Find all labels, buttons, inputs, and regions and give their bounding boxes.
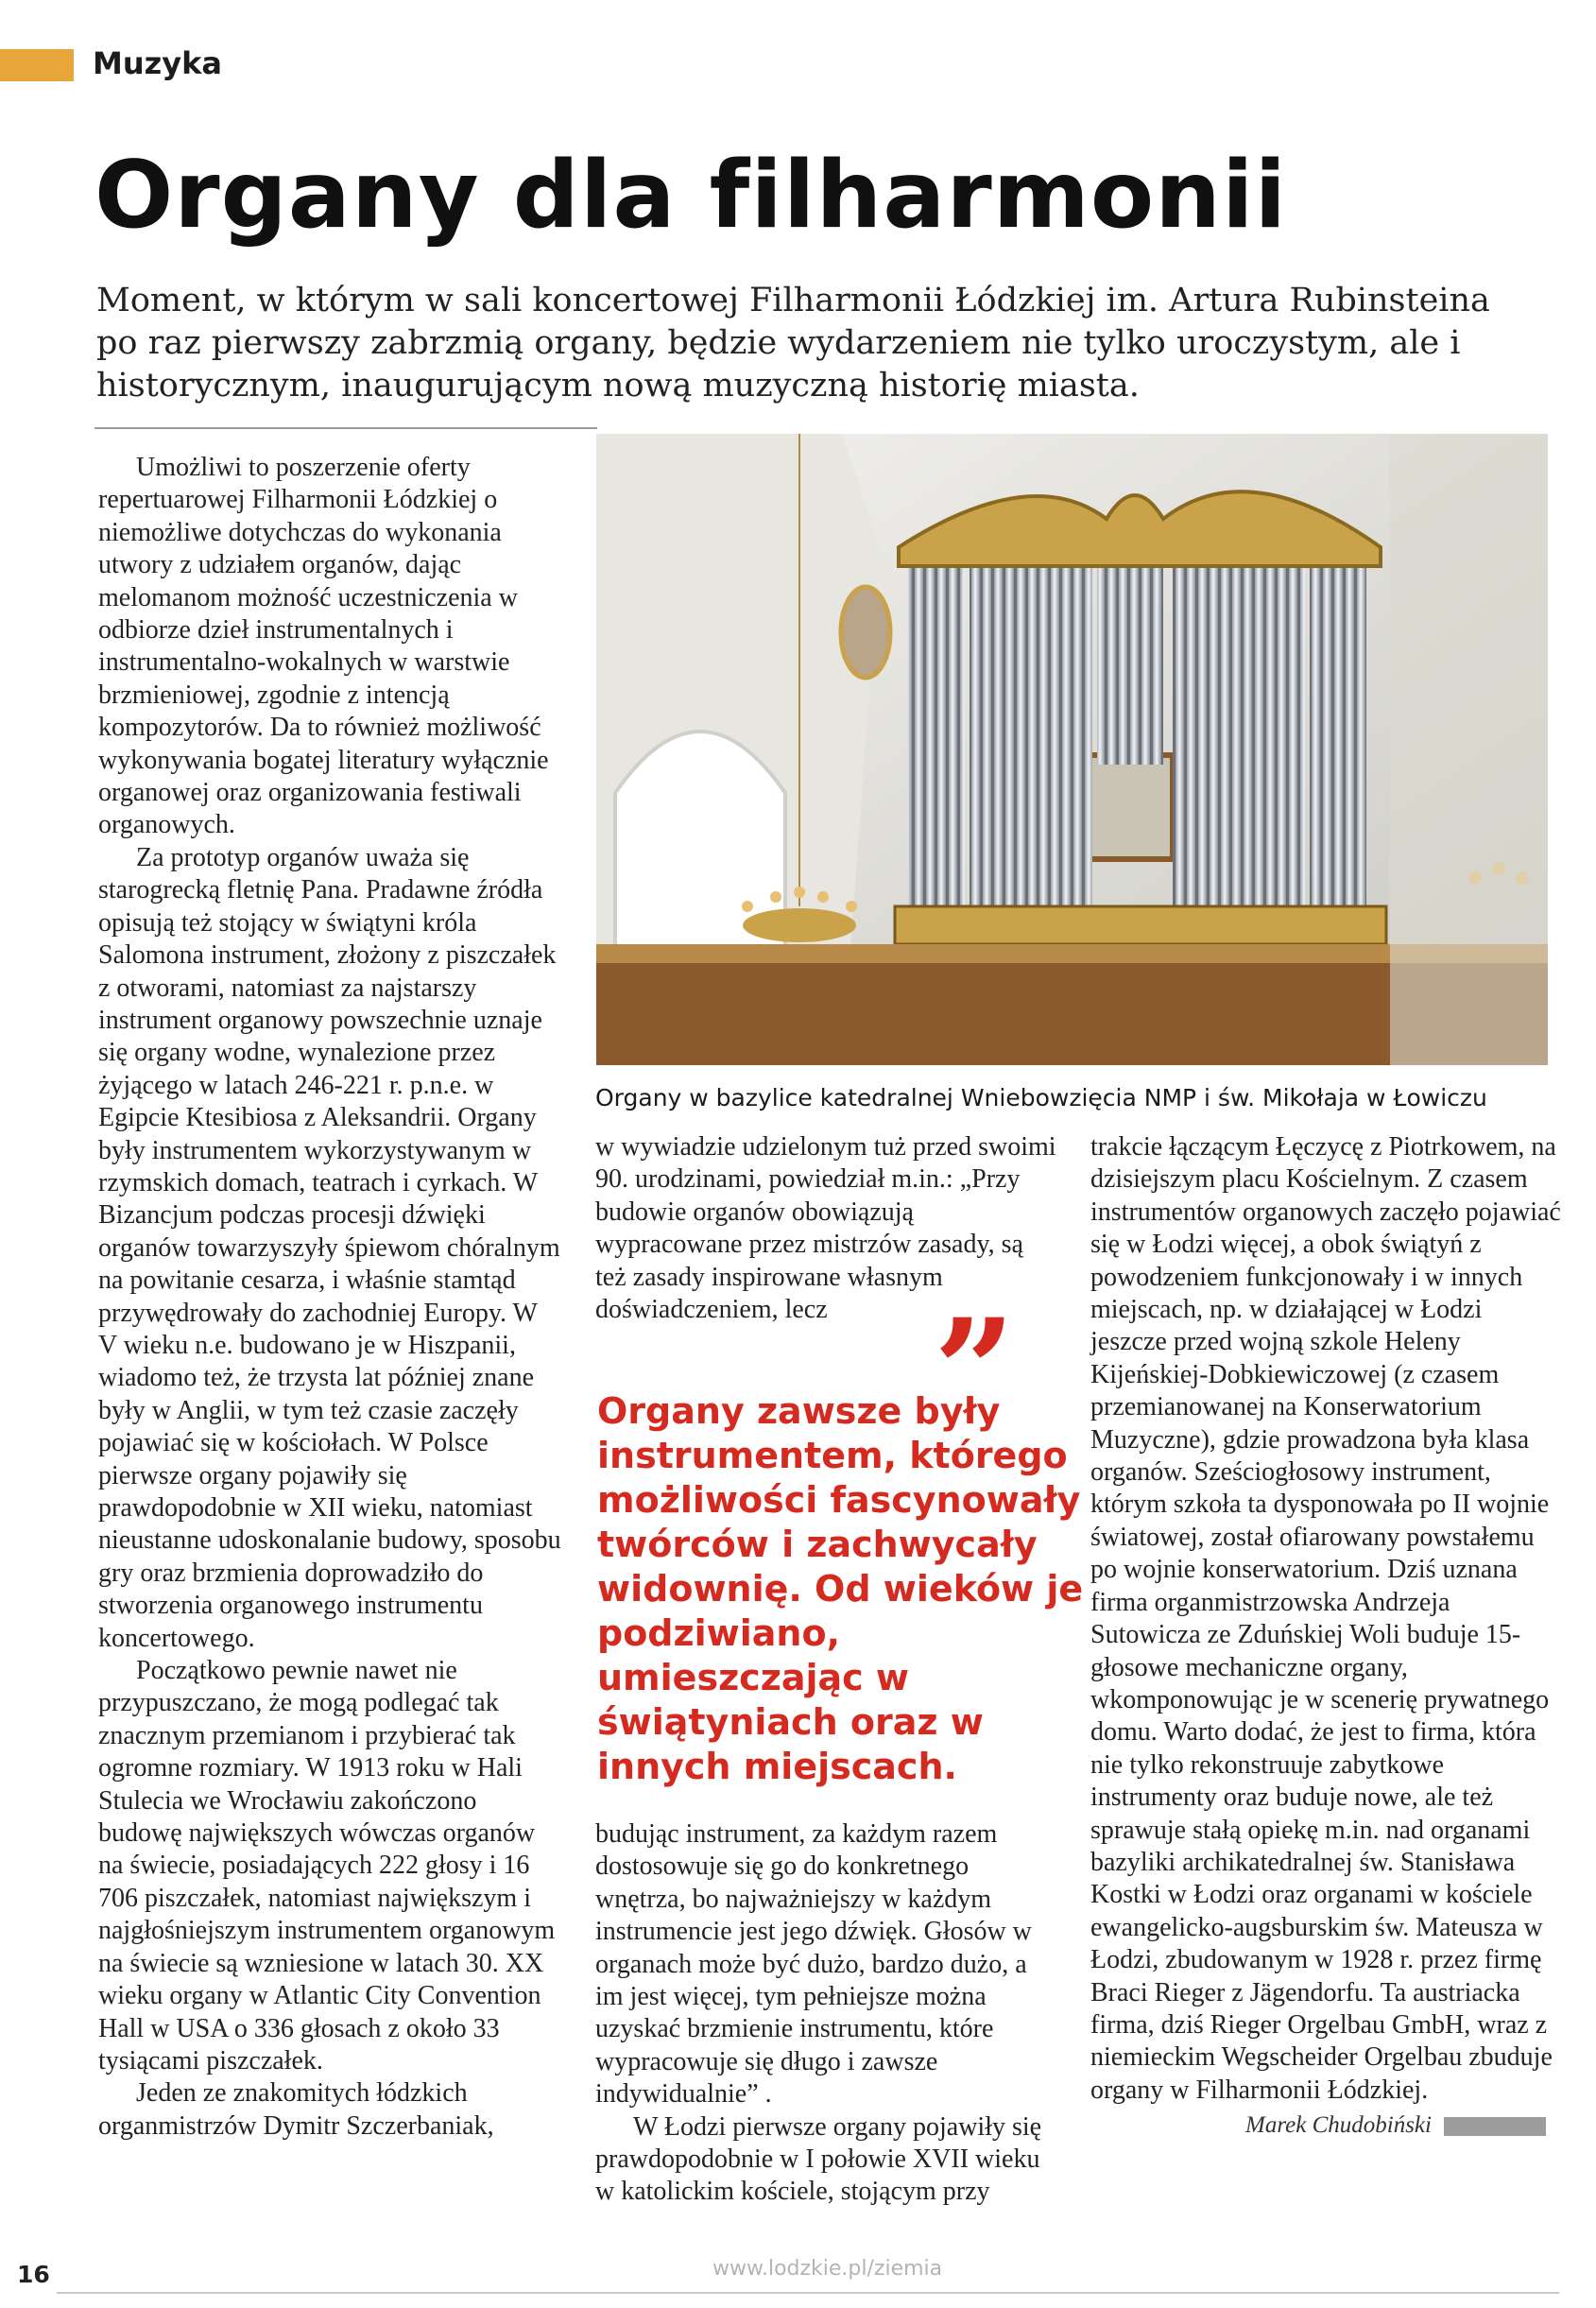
author-byline: Marek Chudobiński	[1245, 2112, 1432, 2138]
organ-photo	[596, 434, 1548, 1065]
footer-rule	[57, 2292, 1559, 2294]
photo-caption: Organy w bazylice katedralnej Wniebowzięcia NMP i św. Mikołaja w Łowiczu	[595, 1084, 1487, 1111]
pipe-tower-right	[1173, 519, 1305, 925]
divider-rule	[94, 427, 597, 429]
right-pillar	[1390, 434, 1548, 1065]
body-column-1	[98, 452, 561, 2143]
body-paragraph: Jeden ze znakomitych łódzkich organmistrzów Dymitr Szczerbaniak,	[98, 2078, 494, 2141]
section-label: Muzyka	[93, 45, 222, 81]
page-number: 16	[17, 2261, 50, 2288]
organ-cornice	[895, 906, 1386, 944]
quote-mark-icon: ”	[934, 1288, 1016, 1455]
section-color-tab	[0, 49, 74, 81]
body-paragraph: Umożliwi to poszerzenie oferty repertuarowej Filharmonii Łódzkiej o niemożliwe dotychczas do wykonania utwory z udziałem organów, dając melomanom możność uczestniczenia w odbiorze dzieł instrumentalnych i instrumentalno-wokalnych w warstwie brzmieniowej, zgodnie z intencją kompozytorów. Da to również możliwość wykonywania bogatej literatury wyłącznie organowej oraz organizowania festiwali organowych.	[98, 453, 549, 840]
body-paragraph: Początkowo pewnie nawet nie przypuszczano, że mogą podlegać tak znacznym przemianom i przybierać tak ogromne rozmiary. W 1913 roku w Hali Stulecia we Wrocławiu zakończono budowę największych wówczas organów na świecie, posiadających 222 głosy i 16 706 piszczałek, natomiast największym i najgłośniejszym instrumentem organowym na świecie są wzniesione w latach 30. XX wieku organy w Atlantic City Convention Hall w USA o 336 głosach z około 33 tysiącami piszczałek.	[98, 1656, 556, 2075]
pipe-tower-right-outer	[1310, 547, 1366, 954]
wall-medallion	[841, 587, 890, 678]
pipe-tower-left-outer	[908, 547, 965, 954]
body-column-3: trakcie łączącym Łęczycę z Piotrkowem, na dzisiejszym placu Kościelnym. Z czasem instrumentów organowych zaczęło pojawiać się w Łodzi więcej, a obok świątyń z powodzeniem funkcjonowały i w innych miejscach, np. w działającej w Łodzi jeszcze przed wojną szkole Heleny Kijeńskiej-Dobkiewiczowej (z czasem przemianowanej na Konserwatorium Muzyczne), gdzie prowadzona była klasa organów. Sześciogłosowy instrument, którym szkoła ta dysponowała po II wojnie światowej, został ofiarowany powstałemu po wojnie konserwatorium. Dziś uznana firma organmistrzowska Andrzeja Sutowicza ze Zduńskiej Woli buduje 15-głosowe mechaniczne organy, wkomponowując je w scenerię prywatnego domu. Warto dodać, że jest to firma, która nie tylko rekonstruuje zabytkowe instrumenty oraz buduje nowe, ale też sprawuje stałą opiekę m.in. nad organami bazyliki archikatedralnej św. Stanisława Kostki w Łodzi oraz organami w kościele ewangelicko-augsburskim św. Mateusza w Łodzi, zbudowanym w 1928 r. przez firmę Braci Rieger z Jägendorfu. Ta austriacka firma, dziś Rieger Orgelbau GmbH, wraz z niemieckim Wegscheider Orgelbau zbuduje organy w Filharmonii Łódzkiej.	[1090, 1132, 1561, 2105]
footer-url[interactable]: www.lodzkie.pl/ziemia	[712, 2257, 943, 2281]
pull-quote: Organy zawsze były instrumentem, którego możliwości fascynowały twórców i zachwycały widownię. Od wieków je podziwiano, umieszczając w świątyniach oraz w innych miejscach.	[597, 1390, 1084, 1787]
article-lead: Moment, w którym w sali koncertowej Filharmonii Łódzkiej im. Artura Rubinsteina po raz pierwszy zabrzmią organy, będzie wydarzeniem nie tylko uroczystym, ale i historycznym, inaugurującym nową muzyczną historię miasta.	[96, 282, 1490, 405]
body-paragraph: budując instrument, za każdym razem dostosowuje się go do konkretnego wnętrza, bo najważniejszy w każdym instrumencie jest jego dźwięk. Głosów w organach może być dużo, bardzo dużo, a im jest więcej, tym pełniejsze można uzyskać brzmienie instrumentu, które wypracowuje się długo i zawsze indywidualnie” .	[595, 1819, 1032, 2110]
pipe-tower-center	[1097, 557, 1163, 765]
body-column-2-top: w wywiadzie udzielonym tuż przed swoimi 90. urodzinami, powiedział m.in.: „Przy budowie organów obowiązują wypracowane przez mistrzów zasady, są też zasady inspirowane własnym doświadczeniem, lecz	[595, 1132, 1056, 1325]
body-column-2-bottom	[595, 1818, 1058, 2209]
body-paragraph: Za prototyp organów uważa się starogrecką fletnię Pana. Pradawne źródła opisują też stojący w świątyni króla Salomona instrument, złożony z piszczałek z otworami, natomiast za najstarszy instrument organowy powszechnie uznaje się organy wodne, wynalezione przez żyjącego w latach 246-221 r. p.n.e. w Egipcie Ktesibiosa z Aleksandrii. Organy były instrumentem wykorzystywanym w rzymskich domach, teatrach i cyrkach. W Bizancjum podczas procesji dźwięki organów towarzyszyły śpiewom chóralnym na powitanie cesarza, i właśnie stamtąd przywędrowały do zachodniej Europy. W V wieku n.e. budowano je w Hiszpanii, wiadomo też, że trzysta lat później znane były w Anglii, w tym też czasie zaczęły pojawiać się w kościołach. W Polsce pierwsze organy pojawiły się prawdopodobnie w XII wieku, natomiast nieustanne udoskonalanie budowy, sposobu gry oraz brzmienia doprowadziło do stworzenia organowego instrumentu koncertowego.	[98, 842, 561, 1653]
author-bar	[1444, 2117, 1546, 2136]
pipe-tower-left	[970, 519, 1092, 925]
body-paragraph: W Łodzi pierwsze organy pojawiły się prawdopodobnie w I połowie XVII wieku w katolickim kościele, stojącym przy	[595, 2111, 1042, 2207]
article-title: Organy dla filharmonii	[94, 142, 1288, 250]
